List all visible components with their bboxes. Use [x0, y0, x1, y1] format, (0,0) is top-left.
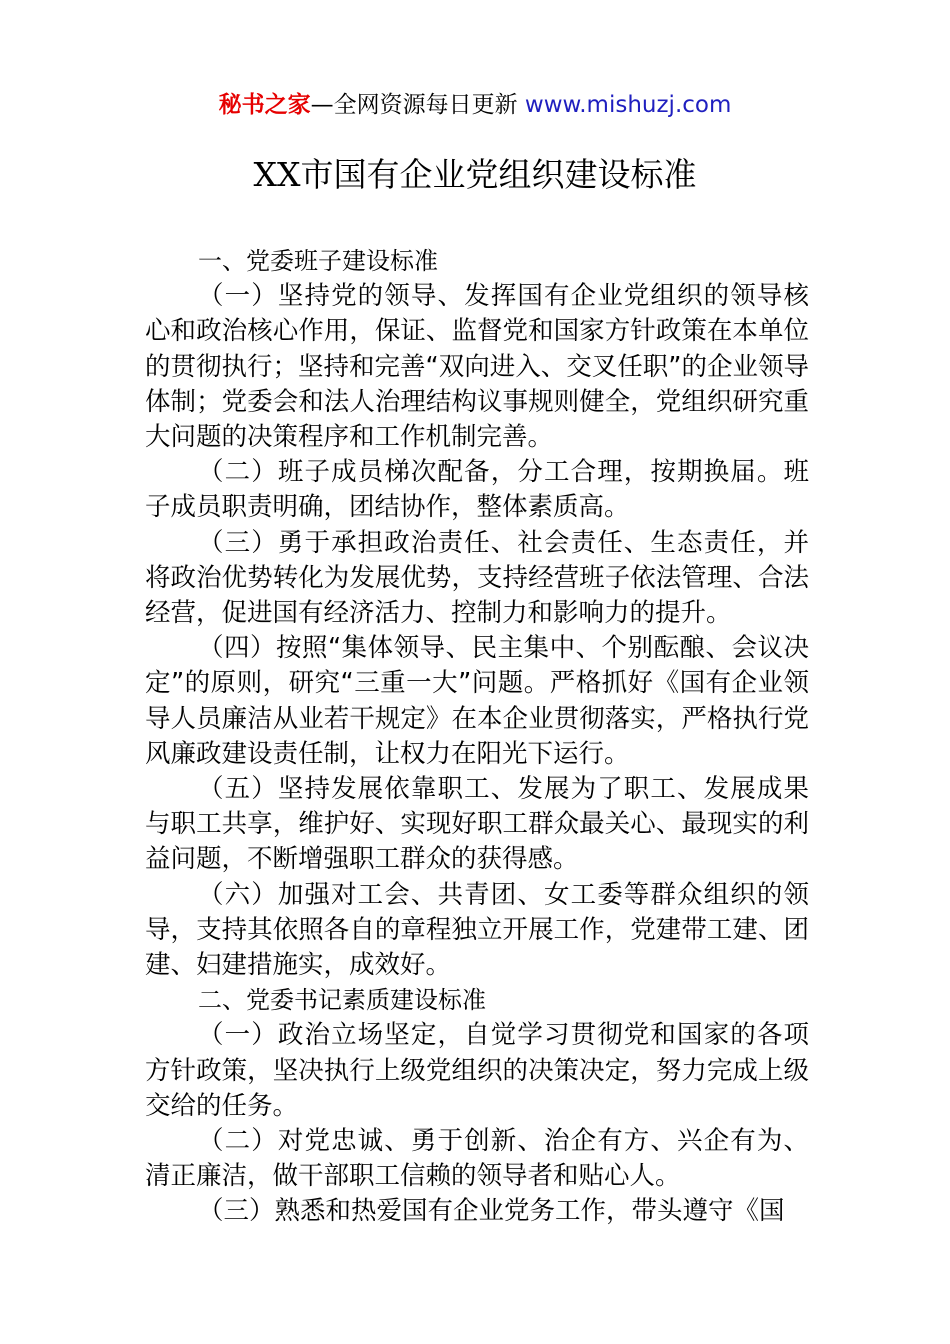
site-slogan: —全网资源每日更新: [310, 92, 525, 118]
document-body: [145, 244, 809, 1230]
section-heading: 一、党委班子建设标准: [198, 247, 438, 275]
site-url-link[interactable]: www.mishuzj.com: [524, 92, 732, 118]
paragraph: （三）熟悉和热爱国有企业党务工作，带头遵守《国: [198, 1196, 785, 1227]
document-title: XX市国有企业党组织建设标准: [253, 155, 697, 194]
paragraph: （四）按照“集体领导、民主集中、个别酝酿、会议决定”的原则，研究“三重一大”问题。严格抓好《国有企业领导人员廉洁从业若干规定》在本企业贯彻落实，严格执行党风廉政建设责任制，让权力在阳光下运行。: [145, 633, 809, 769]
paragraph: （六）加强对工会、共青团、女工委等群众组织的领导，支持其依照各自的章程独立开展工作，党建带工建、团建、妇建措施实，成效好。: [145, 879, 809, 981]
site-brand: 秘书之家: [218, 92, 311, 118]
site-header: [0, 88, 950, 122]
section-heading: 二、党委书记素质建设标准: [198, 986, 486, 1015]
paragraph: （二）对党忠诚、勇于创新、治企有方、兴企有为、清正廉洁，做干部职工信赖的领导者和贴心人。: [145, 1126, 809, 1192]
paragraph: （五）坚持发展依靠职工、发展为了职工、发展成果与职工共享，维护好、实现好职工群众最关心、最现实的利益问题，不断增强职工群众的获得感。: [145, 774, 809, 875]
paragraph: （一）政治立场坚定，自觉学习贯彻党和国家的各项方针政策，坚决执行上级党组织的决策决定，努力完成上级交给的任务。: [145, 1020, 809, 1121]
paragraph: （三）勇于承担政治责任、社会责任、生态责任，并将政治优势转化为发展优势，支持经营班子依法管理、合法经营，促进国有经济活力、控制力和影响力的提升。: [145, 527, 809, 629]
paragraph: （二）班子成员梯次配备，分工合理，按期换届。班子成员职责明确，团结协作，整体素质高。: [145, 457, 809, 523]
paragraph: （一）坚持党的领导、发挥国有企业党组织的领导核心和政治核心作用，保证、监督党和国家方针政策在本单位的贯彻执行；坚持和完善“双向进入、交叉任职”的企业领导体制；党委会和法人治理结构议事规则健全，党组织研究重大问题的决策程序和工作机制完善。: [145, 281, 809, 453]
